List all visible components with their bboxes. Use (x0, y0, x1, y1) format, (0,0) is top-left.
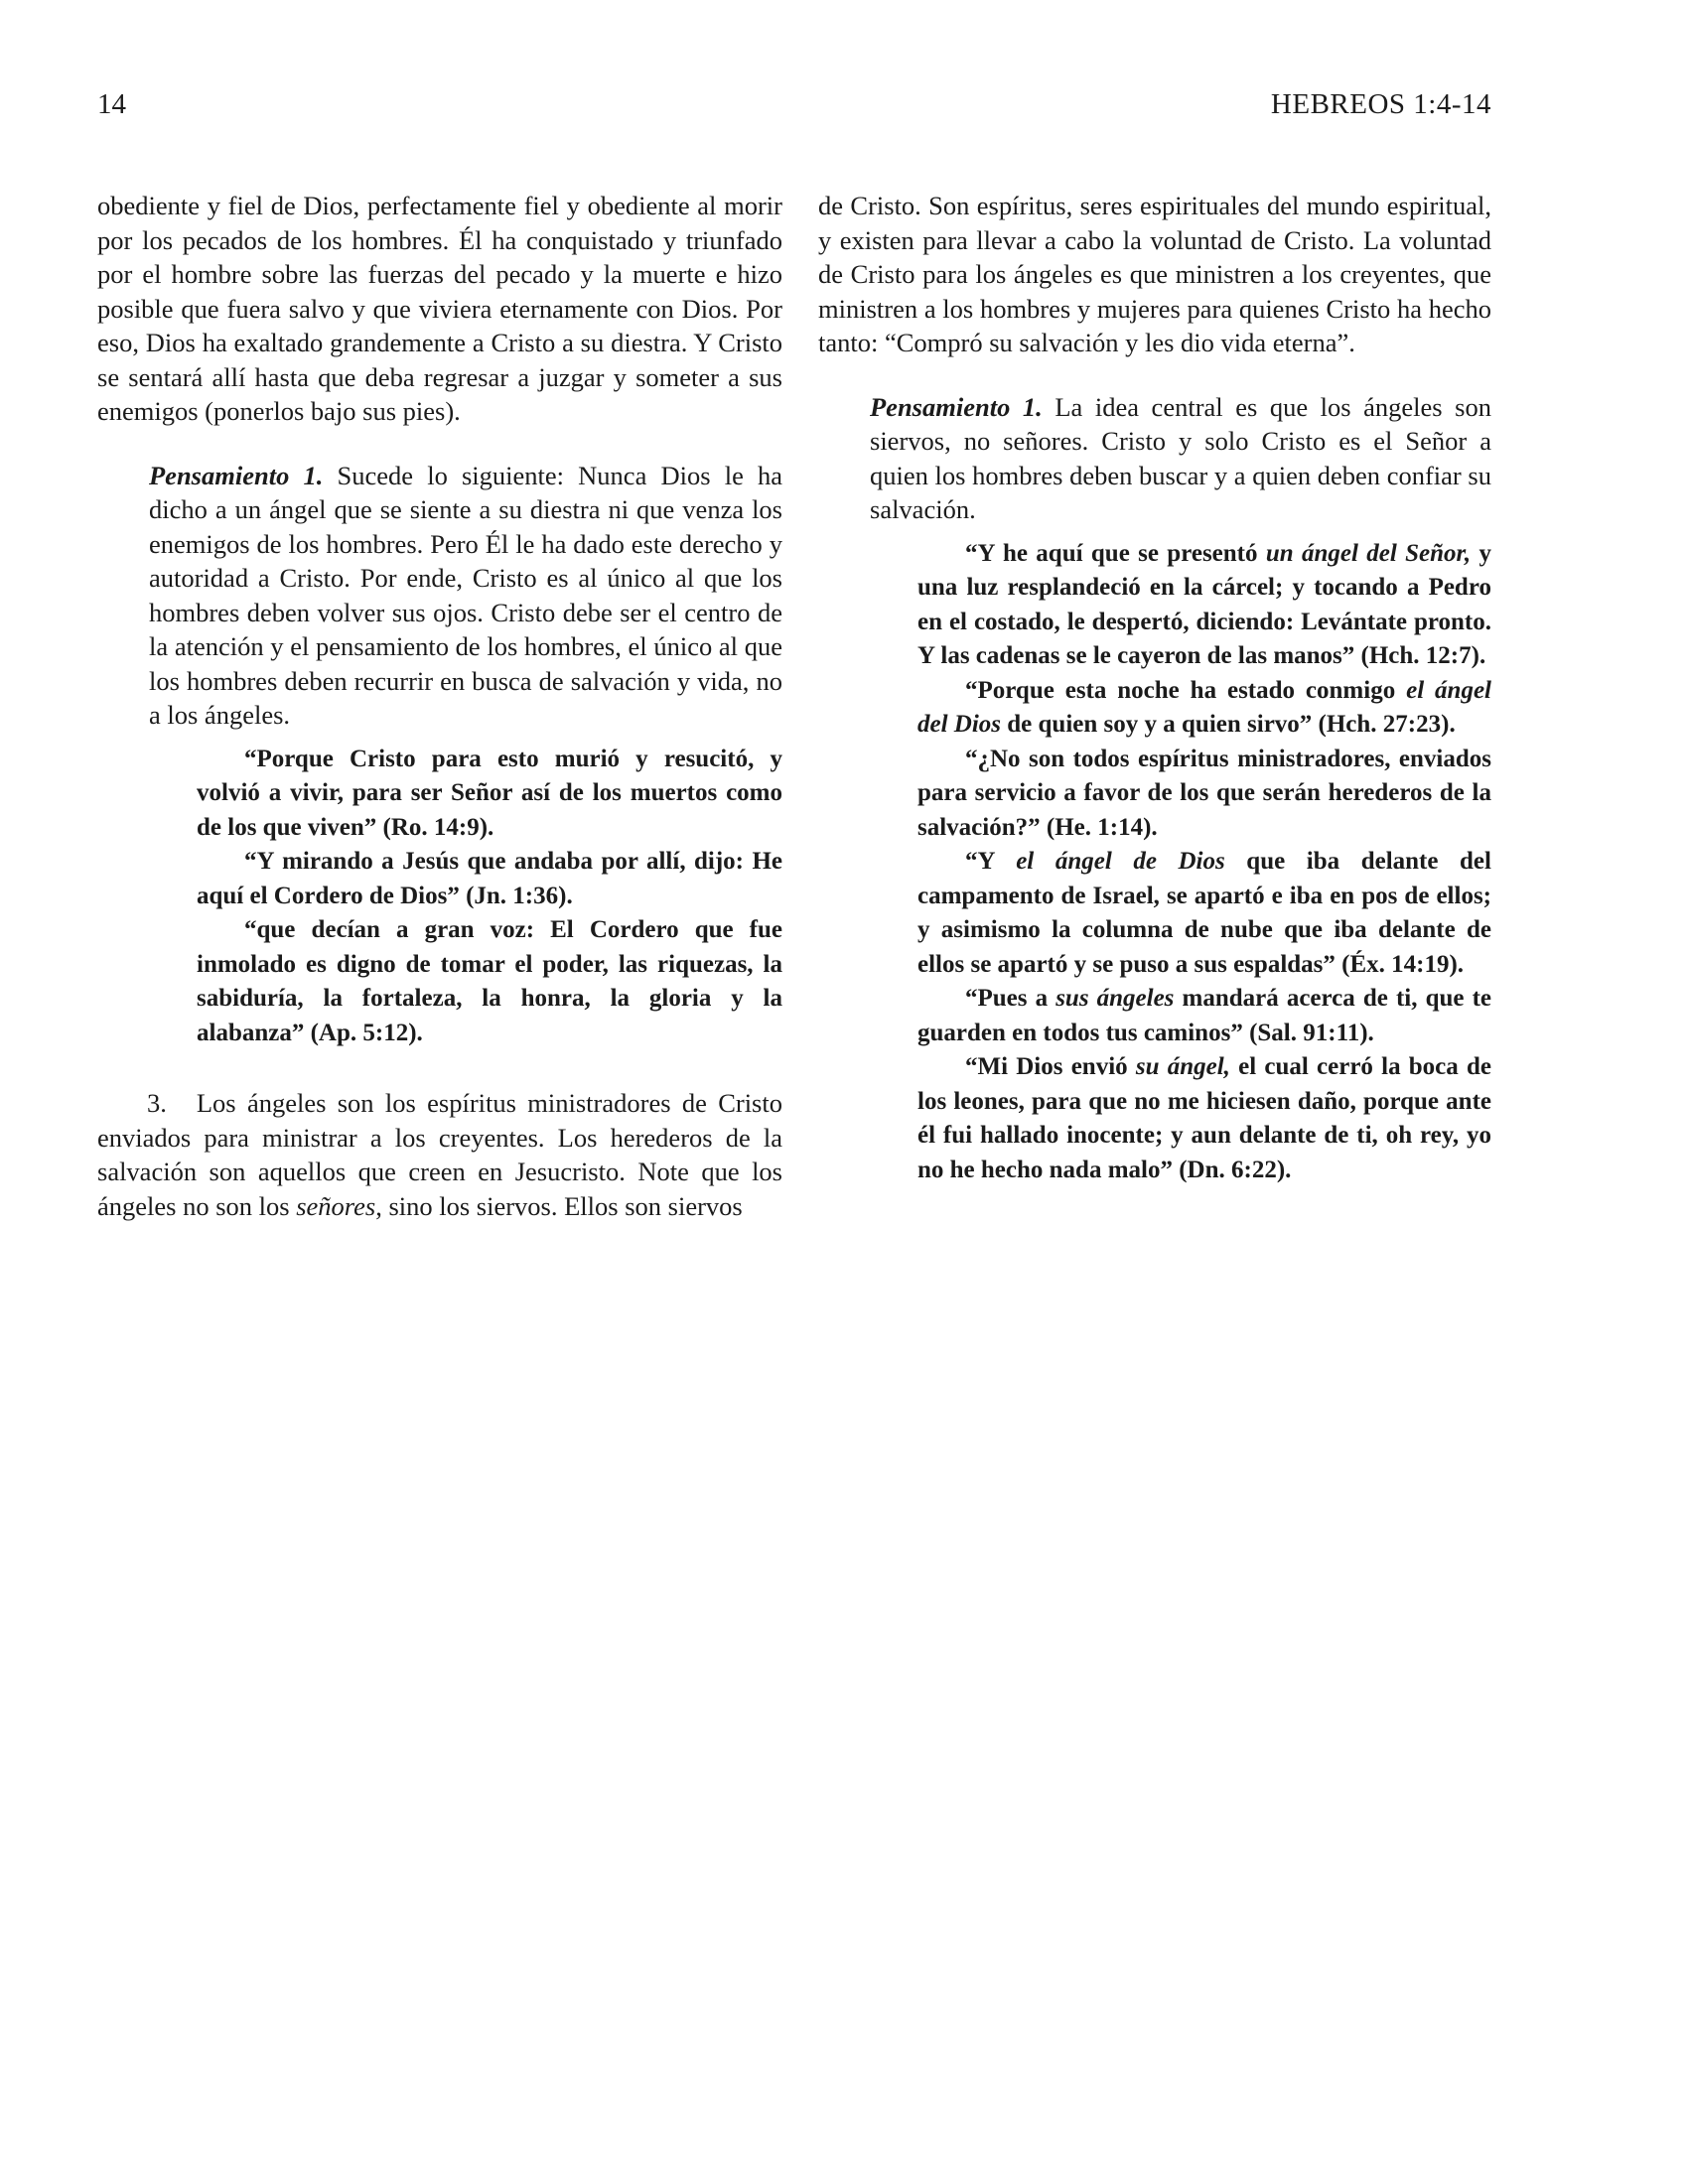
quote-text: “Y (965, 848, 1017, 875)
scripture-quote-sal-91-11 (917, 982, 1491, 1050)
quote-text: que iba delante del campamento de Israel, se apartó e iba en pos de ellos; y asimismo la columna de nube que iba delante de ellos se apartó y se puso a sus espaldas” (Éx. 14:19). (917, 848, 1491, 978)
quote-text-italic: su ángel, (1135, 1053, 1230, 1080)
pensamiento-label: Pensamiento 1. (149, 460, 324, 490)
point-text-end: , sino los siervos. Ellos son siervos (375, 1190, 743, 1221)
quote-text: “Porque esta noche ha estado conmigo (965, 676, 1407, 704)
scripture-quote-hch-27-23 (917, 674, 1491, 743)
scripture-quote-ro-14-9: “Porque Cristo para esto murió y resucitó, y volvió a vivir, para ser Señor así de los muertos como de los que viven” (Ro. 14:9). (197, 745, 782, 841)
right-column (818, 189, 1491, 1223)
quote-text-italic: el ángel de Dios (1016, 848, 1225, 875)
quote-text: “Y he aquí que se presentó (965, 539, 1266, 567)
quote-text-italic: el ángel del Dios (917, 676, 1491, 738)
quote-text: “Pues a (965, 985, 1056, 1012)
quote-text: el cual cerró la boca de los leones, para que no me hiciesen daño, porque ante él fui hallado inocente; y aun delante de ti, oh rey, yo no he hecho nada malo” (Dn. 6:22). (917, 1053, 1491, 1183)
quote-text: “Mi Dios envió (965, 1053, 1136, 1080)
pensamiento-text: Sucede lo siguiente: Nunca Dios le ha dicho a un ángel que se siente a su diestra ni que venza los enemigos de los hombres. Pero Él le ha dado este derecho y autoridad a Cristo. Por ende, Cristo es al único al que los hombres deben volver sus ojos. Cristo debe ser el centro de la atención y el pensamiento de los hombres, el único al que los hombres deben recurrir en busca de salvación y vida, no a los ángeles. (149, 460, 782, 730)
scripture-quote-block (917, 537, 1491, 1188)
scripture-quote-block (197, 743, 782, 1051)
quote-text: y una luz resplandeció en la cárcel; y tocando a Pedro en el costado, le despertó, diciendo: Levántate pronto. Y las cadenas se le cayeron de las manos” (Hch. 12:7). (917, 539, 1491, 669)
quote-text-italic: sus ángeles (1055, 985, 1175, 1012)
page-header (97, 87, 1491, 121)
scripture-quote-ex-14-19 (917, 845, 1491, 982)
pensamiento-text: La idea central es que los ángeles son siervos, no señores. Cristo y solo Cristo es el Señor a quien los hombres deben buscar y a quien deben confiar su salvación. (870, 391, 1491, 524)
quote-text: mandará acerca de ti, que te guarden en todos tus caminos” (Sal. 91:11). (917, 985, 1491, 1046)
left-column (97, 189, 782, 1223)
page-number: 14 (97, 88, 126, 120)
paragraph-continuation: obediente y fiel de Dios, perfectamente fiel y obediente al morir por los pecados de los hombres. Él ha conquistado y triunfado por el hombre sobre las fuerzas del pecado y la muerte e hizo posible que fuera salvo y que viviera eternamente con Dios. Por eso, Dios ha exaltado grandemente a Cristo a su diestra. Y Cristo se sentará allí hasta que deba regresar a juzgar y someter a sus enemigos (ponerlos bajo sus pies). (97, 191, 782, 426)
point-text-start: Los ángeles son los espíritus ministradores de Cristo enviados para ministrar a los creyentes. Los herederos de la salvación son aquellos que creen en Jesucristo. Note que los ángeles no son los (97, 1088, 782, 1221)
pensamiento-label: Pensamiento 1. (870, 391, 1043, 422)
scripture-quote-he-1-14 (917, 743, 1491, 846)
scripture-quote-dn-6-22 (917, 1050, 1491, 1187)
point-number: 3. (147, 1088, 167, 1118)
pensamiento-block (149, 459, 782, 733)
numbered-point (97, 1086, 782, 1223)
two-column-text (97, 189, 1491, 1223)
running-head: HEBREOS 1:4-14 (1270, 88, 1491, 120)
scripture-quote-ap-5-12: “que decían a gran voz: El Cordero que fue inmolado es digno de tomar el poder, las riquezas, la sabiduría, la fortaleza, la honra, la gloria y la alabanza” (Ap. 5:12). (197, 916, 782, 1046)
scripture-quote-hch-12-7 (917, 537, 1491, 674)
pensamiento-block (870, 390, 1491, 527)
scripture-quote-jn-1-36: “Y mirando a Jesús que andaba por allí, dijo: He aquí el Cordero de Dios” (Jn. 1:36). (197, 848, 782, 909)
point-text-italic: señores (296, 1190, 376, 1221)
quote-text: “¿No son todos espíritus ministradores, enviados para servicio a favor de los que serán herederos de la salvación?” (He. 1:14). (917, 745, 1491, 841)
paragraph-continuation: de Cristo. Son espíritus, seres espirituales del mundo espiritual, y existen para llevar a cabo la voluntad de Cristo. La voluntad de Cristo para los ángeles es que ministren a los creyentes, que ministren a los hombres y mujeres para quienes Cristo ha hecho tanto: “Compró su salvación y les dio vida eterna”. (818, 191, 1491, 357)
quote-text-italic: un ángel del Señor, (1265, 539, 1472, 567)
quote-text: de quien soy y a quien sirvo” (Hch. 27:23). (1001, 711, 1456, 738)
